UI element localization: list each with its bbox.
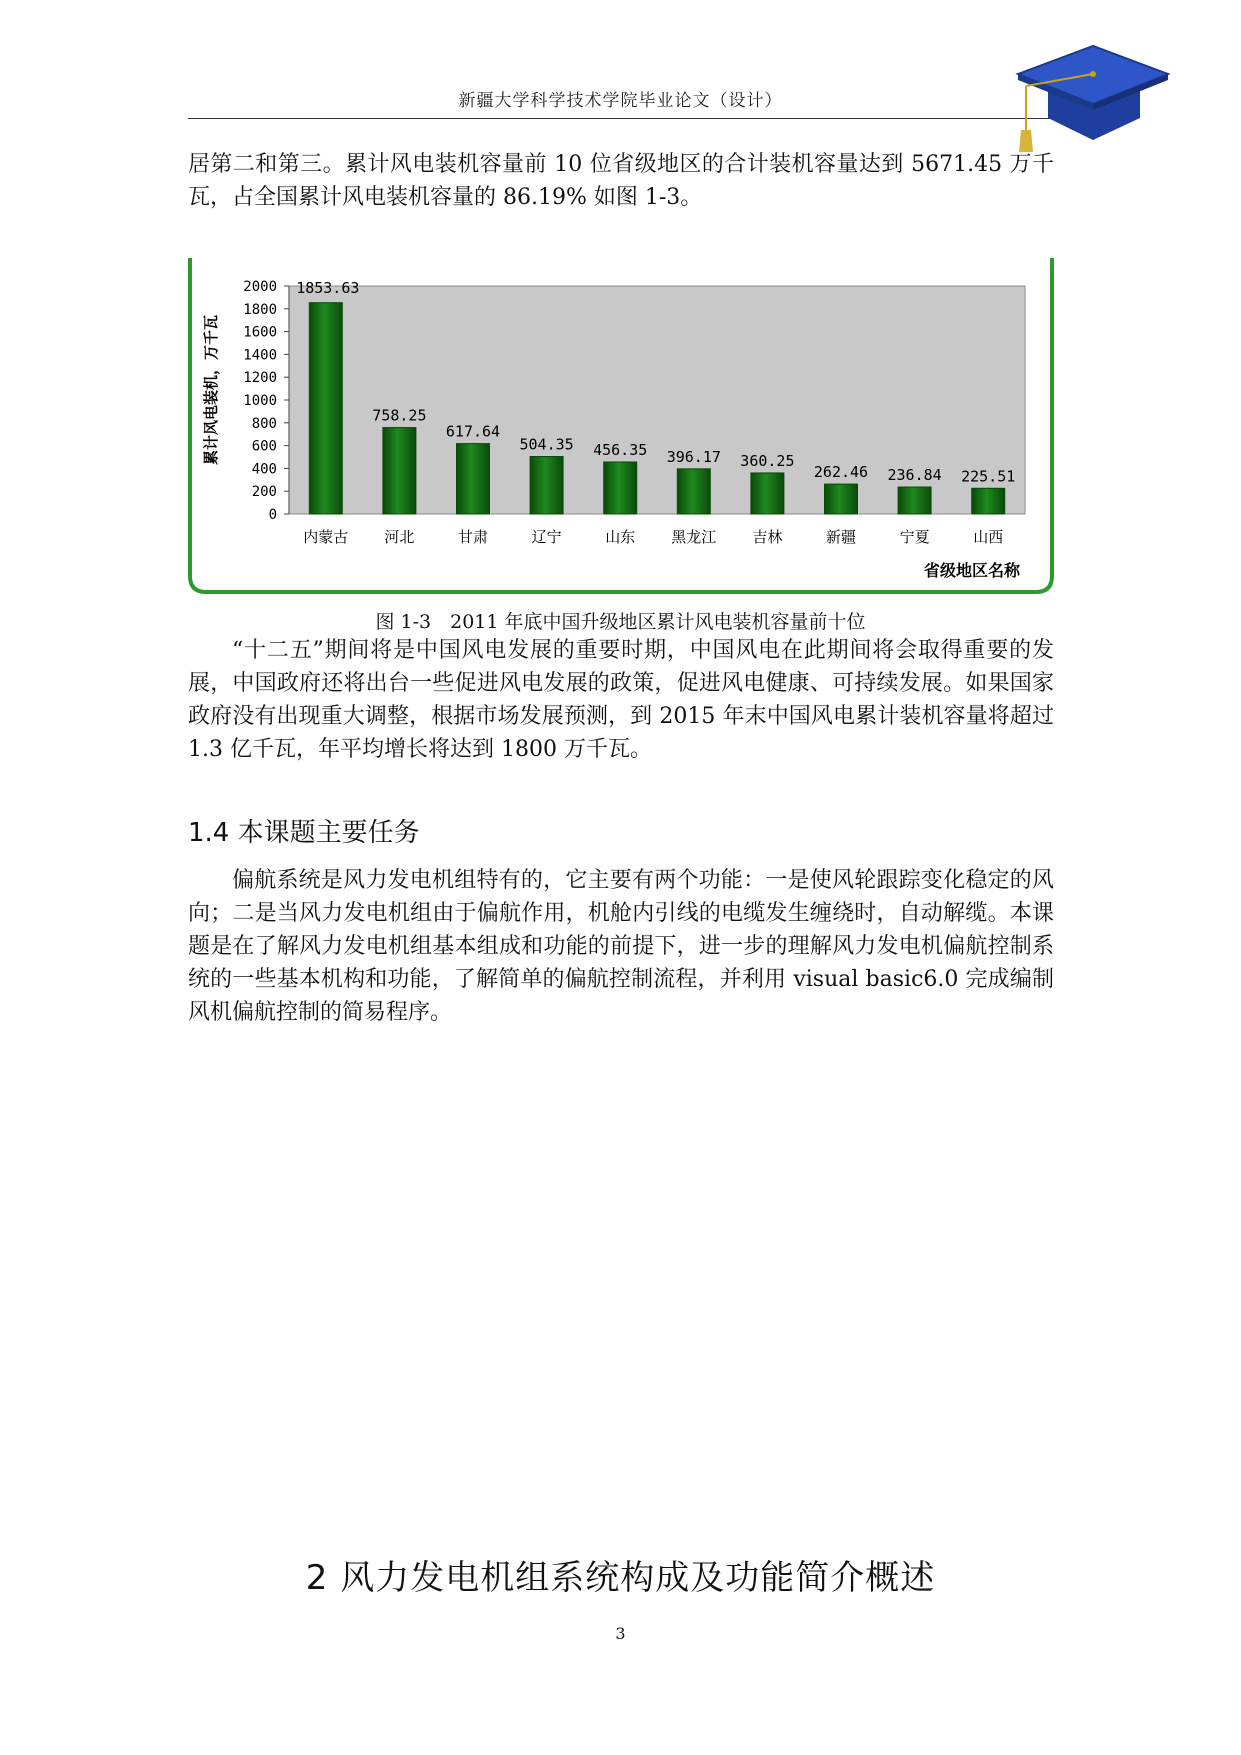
y-tick-label: 0 <box>268 507 277 523</box>
x-tick-label: 河北 <box>384 528 415 546</box>
bar <box>383 428 416 514</box>
x-tick-label: 内蒙古 <box>303 528 349 546</box>
x-tick-label: 宁夏 <box>899 528 930 546</box>
y-tick-label: 1600 <box>243 324 277 341</box>
y-tick-label: 600 <box>251 438 277 455</box>
figure-caption: 图 1-3 2011 年底中国升级地区累计风电装机容量前十位 <box>375 611 866 633</box>
x-tick-label: 黑龙江 <box>671 528 717 546</box>
page-number: 3 <box>615 1624 626 1643</box>
bar-value-label: 504.35 <box>519 435 574 454</box>
bar-value-label: 396.17 <box>666 447 721 466</box>
y-tick-label: 1000 <box>243 393 277 409</box>
paragraph-3: 偏航系统是风力发电机组特有的，它主要有两个功能：一是使风轮跟踪变化稳定的风向；二是当风力发电机组由于偏航作用，机舱内引线的电缆发生缠绕时，自动解缆。本课题是在了解风力发电机组基本组成和功能的前提下，进一步的理解风力发电机偏航控制系统的一些基本机构和功能，了解简单的偏航控制流程，并利用 visual basic6.0 完成编制风机偏航控制的简易程序。 <box>188 868 1054 1025</box>
bar <box>898 487 931 514</box>
bar <box>825 484 858 514</box>
bar-value-label: 360.25 <box>740 451 795 470</box>
y-tick-label: 200 <box>251 484 277 501</box>
bar-value-label: 262.46 <box>813 463 869 482</box>
page-header-title: 新疆大学科学技术学院毕业论文（设计） <box>458 91 783 111</box>
bar <box>309 303 342 514</box>
x-tick-label: 吉林 <box>752 528 783 546</box>
section-heading: 1.4 本课题主要任务 <box>188 818 420 848</box>
paragraph-1: 居第二和第三。累计风电装机容量前 10 位省级地区的合计装机容量达到 5671.45 万千瓦，占全国累计风电装机容量的 86.19% 如图 1-3。 <box>188 152 1054 210</box>
x-axis <box>303 528 1003 546</box>
chapter-heading: 2 风力发电机组系统构成及功能简介概述 <box>305 1558 936 1598</box>
bar-value-label: 236.84 <box>887 466 942 485</box>
paragraph-2: “十二五”期间将是中国风电发展的重要时期，中国风电在此期间将会取得重要的发展，中国政府还将出台一些促进风电发展的政策，促进风电健康、可持续发展。如果国家政府没有出现重大调整，根据市场发展预测，到 2015 年末中国风电累计装机容量将超过 1.3 亿千瓦，年平均增长将达到 1800 万千瓦。 <box>188 638 1054 762</box>
y-tick-label: 1400 <box>243 347 277 364</box>
y-tick-label: 800 <box>251 415 277 432</box>
bar <box>677 469 710 514</box>
bar-value-label: 617.64 <box>445 422 501 441</box>
bar <box>751 473 784 514</box>
bar-value-label: 1853.63 <box>296 279 360 297</box>
bar <box>530 457 563 514</box>
header-rule <box>188 118 1053 119</box>
bar-value-label: 758.25 <box>372 406 427 425</box>
x-tick-label: 山东 <box>605 528 636 546</box>
bar <box>604 462 637 514</box>
x-tick-label: 山西 <box>973 528 1004 546</box>
x-tick-label: 新疆 <box>825 528 857 546</box>
graduation-cap-icon <box>1008 40 1178 160</box>
bar-value-label: 456.35 <box>593 440 648 459</box>
chart-svg <box>188 258 1054 598</box>
bar <box>972 488 1005 514</box>
x-tick-label: 辽宁 <box>531 528 562 546</box>
y-axis <box>243 279 289 523</box>
y-tick-label: 2000 <box>243 279 277 295</box>
y-tick-label: 1800 <box>243 301 277 318</box>
x-axis-label: 省级地区名称 <box>923 561 1020 580</box>
y-tick-label: 1200 <box>243 370 277 387</box>
bar-value-label: 225.51 <box>961 467 1016 486</box>
bar-chart <box>188 258 1054 598</box>
bar <box>457 444 490 514</box>
y-tick-label: 400 <box>251 461 277 478</box>
y-axis-label: 累计风电装机，万千瓦 <box>202 314 220 466</box>
x-tick-label: 甘肃 <box>457 528 489 546</box>
